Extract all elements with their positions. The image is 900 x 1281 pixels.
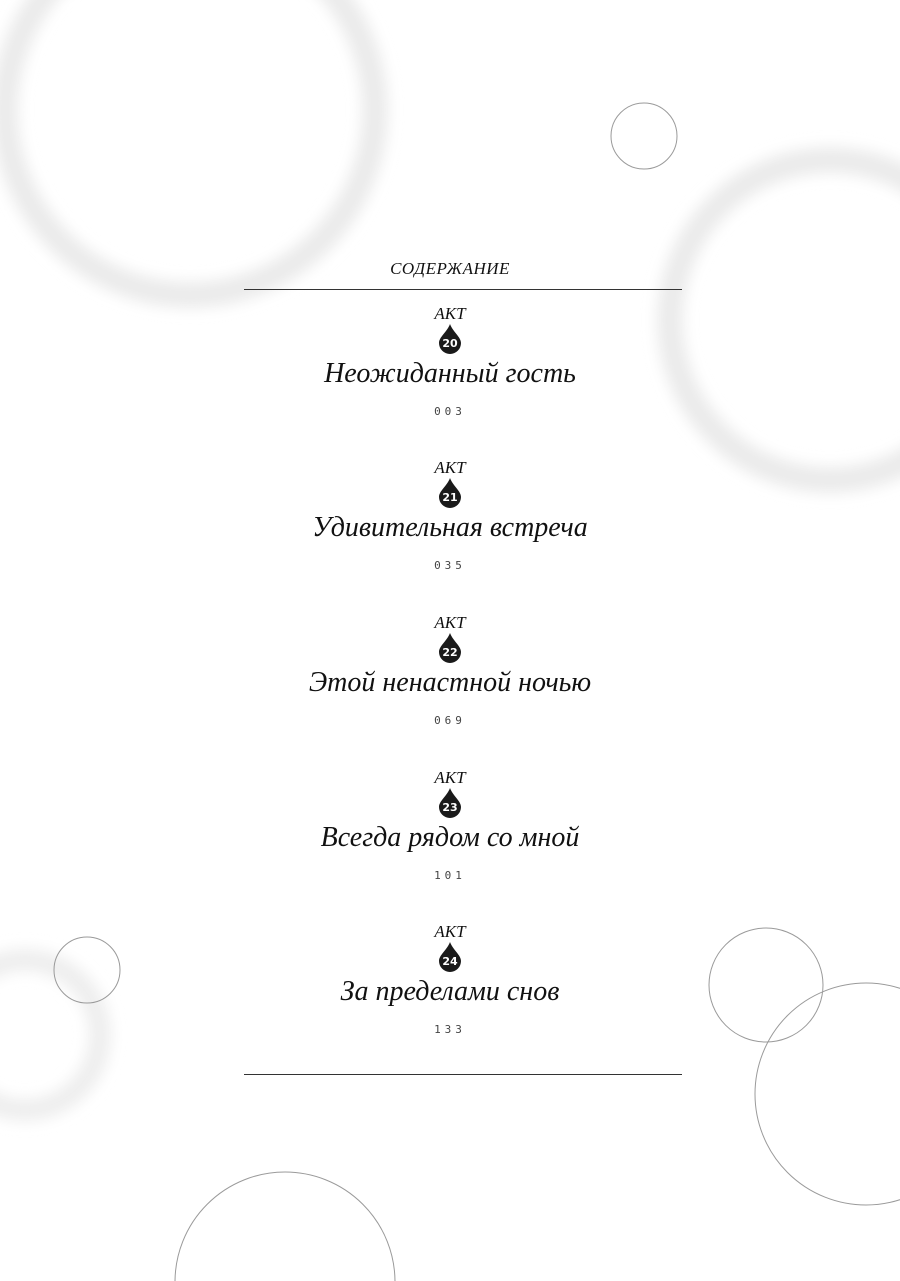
act-label: АКТ: [434, 458, 466, 477]
chapter-title: Этой ненастной ночью: [308, 667, 592, 698]
top-divider: [244, 289, 682, 290]
page-number: 035: [434, 559, 466, 572]
toc-entry[interactable]: [0, 304, 900, 444]
act-label: АКТ: [434, 922, 466, 941]
chapter-title: Удивительная встреча: [312, 512, 588, 543]
page-number: 069: [434, 714, 466, 727]
page-number: 101: [434, 869, 466, 882]
act-label: АКТ: [434, 613, 466, 632]
chapter-title: Неожиданный гость: [324, 358, 576, 389]
page-number: 133: [434, 1023, 466, 1036]
toc-entry[interactable]: [0, 458, 900, 598]
page-number: 003: [434, 405, 466, 418]
chapter-title: Всегда рядом со мной: [320, 822, 580, 853]
chapter-title: За пределами снов: [340, 976, 560, 1007]
act-label: АКТ: [434, 304, 466, 323]
act-number: 22: [442, 646, 458, 659]
act-number: 21: [442, 491, 458, 504]
toc-entry[interactable]: [0, 613, 900, 753]
bottom-divider: [244, 1074, 682, 1075]
act-number: 23: [442, 801, 458, 814]
toc-entry[interactable]: [0, 768, 900, 908]
act-number: 20: [442, 337, 458, 350]
act-number: 24: [442, 955, 458, 968]
toc-entry[interactable]: [0, 922, 900, 1062]
act-label: АКТ: [434, 768, 466, 787]
toc-title: СОДЕРЖАНИЕ: [390, 259, 510, 278]
